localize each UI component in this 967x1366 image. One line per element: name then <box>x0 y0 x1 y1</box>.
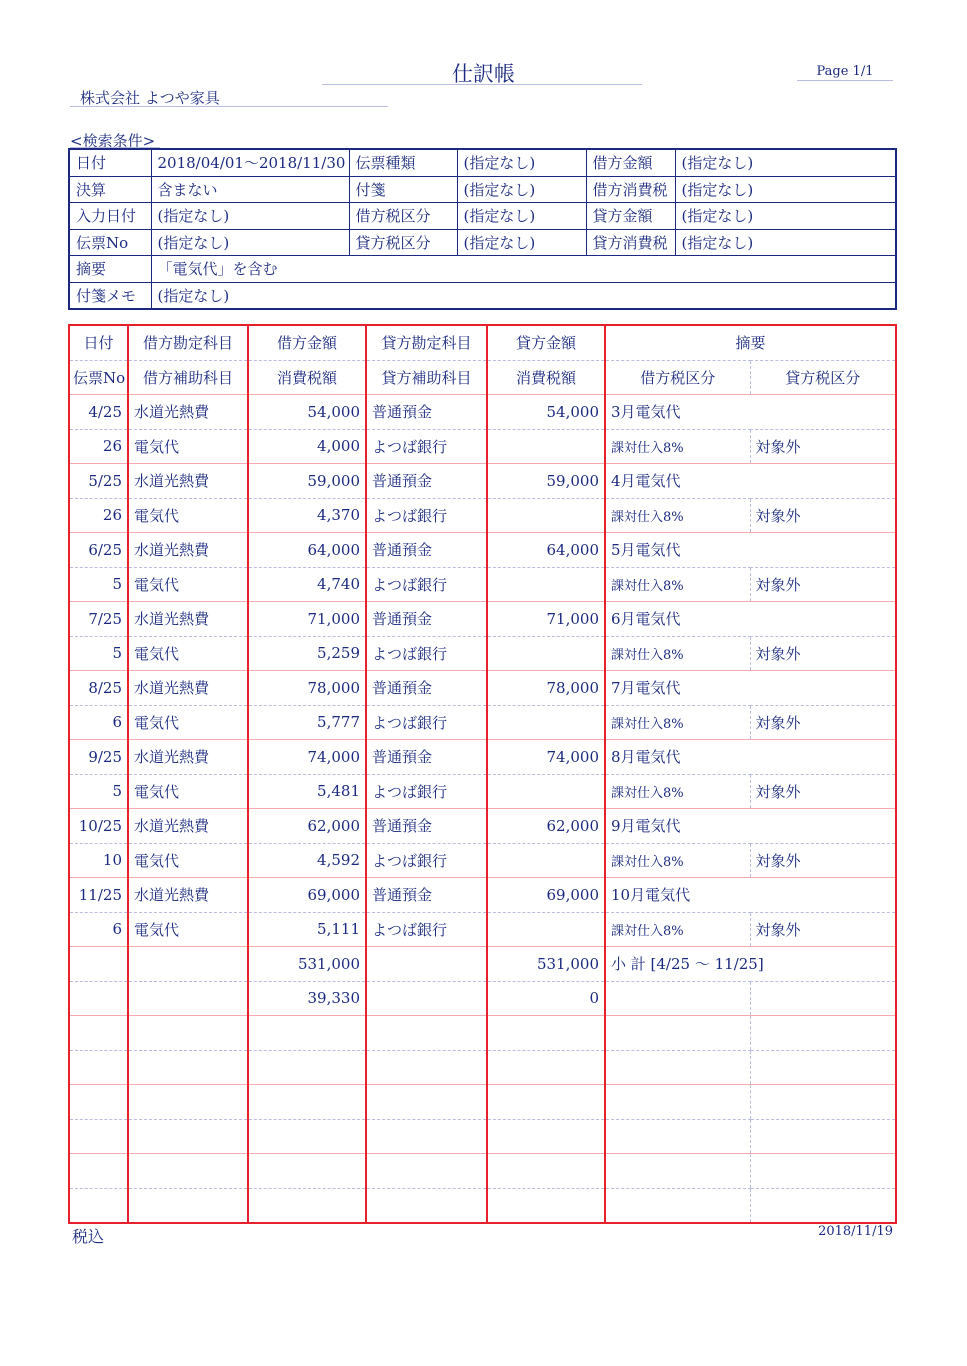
blank-cell <box>366 1085 487 1120</box>
entry-debit-amount: 71,000 <box>248 602 366 637</box>
entry-debit-amount: 54,000 <box>248 395 366 430</box>
condition-row <box>69 203 896 230</box>
entry-memo: 7月電気代 <box>605 671 896 706</box>
condition-label: 伝票No <box>69 229 151 256</box>
entry-debit-tax-class: 課対仕入8% <box>605 429 750 464</box>
empty-row <box>69 1119 896 1154</box>
entry-date: 9/25 <box>69 740 128 775</box>
journal-entry-row-main <box>69 740 896 775</box>
blank-cell <box>366 1154 487 1189</box>
entry-debit-sub: 電気代 <box>128 912 248 947</box>
entry-credit-tax-class: 対象外 <box>750 429 896 464</box>
condition-value: (指定なし) <box>457 176 586 203</box>
header-credit-tax: 消費税額 <box>487 360 605 395</box>
entry-debit-sub: 電気代 <box>128 774 248 809</box>
blank-cell <box>605 981 750 1016</box>
blank-cell <box>128 1154 248 1189</box>
blank-cell <box>69 1188 128 1223</box>
header-debit-amount: 借方金額 <box>248 325 366 360</box>
entry-credit-tax <box>487 705 605 740</box>
page-underline <box>797 80 893 81</box>
entry-voucher-no: 5 <box>69 567 128 602</box>
header-debit-tax: 消費税額 <box>248 360 366 395</box>
entry-debit-account: 水道光熱費 <box>128 395 248 430</box>
entry-debit-sub: 電気代 <box>128 567 248 602</box>
entry-credit-amount: 74,000 <box>487 740 605 775</box>
condition-row <box>69 229 896 256</box>
entry-debit-sub: 電気代 <box>128 429 248 464</box>
header-memo: 摘要 <box>605 325 896 360</box>
blank-cell <box>128 1050 248 1085</box>
header-credit-sub: 貸方補助科目 <box>366 360 487 395</box>
journal-entry-row-main <box>69 602 896 637</box>
blank-cell <box>605 1085 750 1120</box>
header-debit-account: 借方勘定科目 <box>128 325 248 360</box>
blank-cell <box>248 1085 366 1120</box>
entry-debit-tax: 5,259 <box>248 636 366 671</box>
blank-cell <box>69 1119 128 1154</box>
blank-cell <box>366 1050 487 1085</box>
subtotal-row-amount <box>69 947 896 982</box>
condition-value: (指定なし) <box>675 149 896 176</box>
entry-voucher-no: 26 <box>69 429 128 464</box>
blank-cell <box>248 1154 366 1189</box>
conditions-heading: <検索条件> <box>70 132 156 150</box>
entry-credit-amount: 64,000 <box>487 533 605 568</box>
entry-memo: 9月電気代 <box>605 809 896 844</box>
journal-entry-row-sub <box>69 498 896 533</box>
condition-row <box>69 149 896 176</box>
title-underline <box>322 84 642 85</box>
entry-debit-amount: 64,000 <box>248 533 366 568</box>
header-date: 日付 <box>69 325 128 360</box>
condition-row-wide <box>69 282 896 309</box>
entry-credit-account: 普通預金 <box>366 395 487 430</box>
condition-label: 日付 <box>69 149 151 176</box>
subtotal-credit-tax: 0 <box>487 981 605 1016</box>
header-credit-amount: 貸方金額 <box>487 325 605 360</box>
journal-table <box>68 324 897 1224</box>
entry-credit-sub: よつば銀行 <box>366 705 487 740</box>
entry-debit-tax: 5,111 <box>248 912 366 947</box>
journal-entry-row-main <box>69 464 896 499</box>
condition-value: (指定なし) <box>151 203 349 230</box>
condition-label: 貸方消費税 <box>586 229 675 256</box>
entry-credit-sub: よつば銀行 <box>366 636 487 671</box>
entry-credit-account: 普通預金 <box>366 878 487 913</box>
entry-credit-account: 普通預金 <box>366 464 487 499</box>
entry-credit-sub: よつば銀行 <box>366 912 487 947</box>
entry-memo: 10月電気代 <box>605 878 896 913</box>
entry-debit-account: 水道光熱費 <box>128 671 248 706</box>
entry-credit-account: 普通預金 <box>366 809 487 844</box>
entry-debit-sub: 電気代 <box>128 636 248 671</box>
condition-value: (指定なし) <box>675 176 896 203</box>
entry-credit-tax <box>487 567 605 602</box>
condition-value: (指定なし) <box>151 282 896 309</box>
blank-cell <box>750 1085 896 1120</box>
blank-cell <box>605 1119 750 1154</box>
journal-entry-row-main <box>69 395 896 430</box>
blank-cell <box>750 1119 896 1154</box>
entry-credit-amount: 69,000 <box>487 878 605 913</box>
entry-debit-tax-class: 課対仕入8% <box>605 843 750 878</box>
entry-credit-sub: よつば銀行 <box>366 843 487 878</box>
blank-cell <box>248 1016 366 1051</box>
condition-value: (指定なし) <box>675 203 896 230</box>
entry-debit-account: 水道光熱費 <box>128 878 248 913</box>
empty-row <box>69 1050 896 1085</box>
entry-credit-account: 普通預金 <box>366 602 487 637</box>
entry-date: 8/25 <box>69 671 128 706</box>
journal-entry-row-sub <box>69 429 896 464</box>
subtotal-debit-amount: 531,000 <box>248 947 366 982</box>
entry-credit-amount: 78,000 <box>487 671 605 706</box>
empty-row <box>69 1188 896 1223</box>
entry-debit-tax-class: 課対仕入8% <box>605 498 750 533</box>
entry-memo: 5月電気代 <box>605 533 896 568</box>
journal-entry-row-main <box>69 878 896 913</box>
entry-debit-account: 水道光熱費 <box>128 602 248 637</box>
blank-cell <box>487 1188 605 1223</box>
entry-date: 11/25 <box>69 878 128 913</box>
page-title: 仕訳帳 <box>452 62 515 86</box>
entry-debit-tax: 4,592 <box>248 843 366 878</box>
entry-credit-account: 普通預金 <box>366 740 487 775</box>
entry-debit-amount: 78,000 <box>248 671 366 706</box>
entry-debit-account: 水道光熱費 <box>128 464 248 499</box>
condition-label: 伝票種類 <box>349 149 457 176</box>
entry-debit-tax: 4,740 <box>248 567 366 602</box>
entry-credit-sub: よつば銀行 <box>366 498 487 533</box>
entry-debit-amount: 62,000 <box>248 809 366 844</box>
search-conditions-table <box>68 148 897 310</box>
blank-cell <box>366 947 487 982</box>
entry-credit-tax <box>487 498 605 533</box>
entry-credit-tax <box>487 912 605 947</box>
entry-credit-tax-class: 対象外 <box>750 705 896 740</box>
blank-cell <box>248 1188 366 1223</box>
entry-credit-sub: よつば銀行 <box>366 567 487 602</box>
subtotal-row-tax <box>69 981 896 1016</box>
blank-cell <box>487 1016 605 1051</box>
entry-voucher-no: 5 <box>69 774 128 809</box>
journal-header-row-2 <box>69 360 896 395</box>
blank-cell <box>128 981 248 1016</box>
condition-row <box>69 176 896 203</box>
entry-voucher-no: 26 <box>69 498 128 533</box>
entry-debit-tax: 4,370 <box>248 498 366 533</box>
entry-credit-tax-class: 対象外 <box>750 843 896 878</box>
entry-credit-amount: 62,000 <box>487 809 605 844</box>
blank-cell <box>605 1050 750 1085</box>
entry-voucher-no: 5 <box>69 636 128 671</box>
entry-credit-amount: 54,000 <box>487 395 605 430</box>
entry-memo: 6月電気代 <box>605 602 896 637</box>
condition-value: (指定なし) <box>457 203 586 230</box>
journal-entry-row-main <box>69 671 896 706</box>
entry-memo: 4月電気代 <box>605 464 896 499</box>
condition-label: 決算 <box>69 176 151 203</box>
entry-voucher-no: 6 <box>69 912 128 947</box>
blank-cell <box>128 1085 248 1120</box>
journal-entry-row-main <box>69 533 896 568</box>
blank-cell <box>487 1119 605 1154</box>
condition-value: 2018/04/01〜2018/11/30 <box>151 149 349 176</box>
entry-date: 7/25 <box>69 602 128 637</box>
blank-cell <box>69 947 128 982</box>
entry-debit-tax-class: 課対仕入8% <box>605 636 750 671</box>
journal-entry-row-sub <box>69 636 896 671</box>
subtotal-debit-tax: 39,330 <box>248 981 366 1016</box>
blank-cell <box>750 1050 896 1085</box>
entry-debit-account: 水道光熱費 <box>128 533 248 568</box>
entry-debit-amount: 59,000 <box>248 464 366 499</box>
journal-header-row-1 <box>69 325 896 360</box>
condition-label: 借方金額 <box>586 149 675 176</box>
blank-cell <box>366 1119 487 1154</box>
entry-debit-tax: 5,777 <box>248 705 366 740</box>
entry-memo: 8月電気代 <box>605 740 896 775</box>
journal-entry-row-sub <box>69 843 896 878</box>
condition-label: 借方消費税 <box>586 176 675 203</box>
entry-credit-tax-class: 対象外 <box>750 774 896 809</box>
blank-cell <box>487 1085 605 1120</box>
blank-cell <box>605 1016 750 1051</box>
subtotal-credit-amount: 531,000 <box>487 947 605 982</box>
blank-cell <box>487 1154 605 1189</box>
entry-debit-sub: 電気代 <box>128 705 248 740</box>
company-underline <box>70 106 388 107</box>
blank-cell <box>69 1085 128 1120</box>
entry-credit-amount: 59,000 <box>487 464 605 499</box>
blank-cell <box>128 1016 248 1051</box>
entry-debit-tax-class: 課対仕入8% <box>605 912 750 947</box>
header-debit-tax-class: 借方税区分 <box>605 360 750 395</box>
blank-cell <box>605 1154 750 1189</box>
entry-date: 10/25 <box>69 809 128 844</box>
entry-debit-sub: 電気代 <box>128 498 248 533</box>
journal-entry-row-sub <box>69 567 896 602</box>
condition-label: 貸方金額 <box>586 203 675 230</box>
page-number: Page 1/1 <box>816 64 874 79</box>
print-date: 2018/11/19 <box>818 1224 893 1239</box>
condition-label: 入力日付 <box>69 203 151 230</box>
condition-label: 付箋 <box>349 176 457 203</box>
header-debit-sub: 借方補助科目 <box>128 360 248 395</box>
entry-debit-sub: 電気代 <box>128 843 248 878</box>
empty-row <box>69 1154 896 1189</box>
entry-credit-amount: 71,000 <box>487 602 605 637</box>
entry-credit-sub: よつば銀行 <box>366 774 487 809</box>
journal-entry-row-sub <box>69 705 896 740</box>
blank-cell <box>128 947 248 982</box>
blank-cell <box>128 1188 248 1223</box>
condition-value: (指定なし) <box>457 229 586 256</box>
blank-cell <box>248 1119 366 1154</box>
entry-debit-tax-class: 課対仕入8% <box>605 705 750 740</box>
blank-cell <box>248 1050 366 1085</box>
entry-credit-sub: よつば銀行 <box>366 429 487 464</box>
header-voucher-no: 伝票No <box>69 360 128 395</box>
condition-label: 借方税区分 <box>349 203 457 230</box>
condition-value: (指定なし) <box>457 149 586 176</box>
entry-credit-tax <box>487 429 605 464</box>
blank-cell <box>69 1050 128 1085</box>
entry-voucher-no: 10 <box>69 843 128 878</box>
blank-cell <box>366 981 487 1016</box>
header-credit-tax-class: 貸方税区分 <box>750 360 896 395</box>
entry-date: 4/25 <box>69 395 128 430</box>
journal-entry-row-main <box>69 809 896 844</box>
entry-credit-account: 普通預金 <box>366 671 487 706</box>
entry-credit-account: 普通預金 <box>366 533 487 568</box>
blank-cell <box>366 1016 487 1051</box>
entry-credit-tax <box>487 636 605 671</box>
blank-cell <box>366 1188 487 1223</box>
empty-row <box>69 1016 896 1051</box>
blank-cell <box>487 1050 605 1085</box>
entry-debit-account: 水道光熱費 <box>128 740 248 775</box>
entry-debit-tax-class: 課対仕入8% <box>605 774 750 809</box>
entry-date: 6/25 <box>69 533 128 568</box>
entry-voucher-no: 6 <box>69 705 128 740</box>
entry-credit-tax-class: 対象外 <box>750 912 896 947</box>
entry-debit-tax-class: 課対仕入8% <box>605 567 750 602</box>
blank-cell <box>128 1119 248 1154</box>
empty-row <box>69 1085 896 1120</box>
entry-debit-amount: 74,000 <box>248 740 366 775</box>
entry-date: 5/25 <box>69 464 128 499</box>
blank-cell <box>750 981 896 1016</box>
entry-credit-tax-class: 対象外 <box>750 498 896 533</box>
entry-credit-tax <box>487 843 605 878</box>
subtotal-label: 小 計 [4/25 〜 11/25] <box>605 947 896 982</box>
entry-debit-tax: 4,000 <box>248 429 366 464</box>
blank-cell <box>750 1188 896 1223</box>
header-credit-account: 貸方勘定科目 <box>366 325 487 360</box>
condition-value: (指定なし) <box>151 229 349 256</box>
tax-mode-label: 税込 <box>72 1227 105 1246</box>
blank-cell <box>750 1016 896 1051</box>
entry-debit-tax: 5,481 <box>248 774 366 809</box>
blank-cell <box>750 1154 896 1189</box>
entry-credit-tax-class: 対象外 <box>750 567 896 602</box>
journal-entry-row-sub <box>69 912 896 947</box>
condition-row-wide <box>69 256 896 283</box>
condition-label: 摘要 <box>69 256 151 283</box>
blank-cell <box>69 1016 128 1051</box>
blank-cell <box>69 981 128 1016</box>
condition-value: 含まない <box>151 176 349 203</box>
condition-value: 「電気代」を含む <box>151 256 896 283</box>
journal-entry-row-sub <box>69 774 896 809</box>
entry-memo: 3月電気代 <box>605 395 896 430</box>
entry-credit-tax-class: 対象外 <box>750 636 896 671</box>
condition-label: 貸方税区分 <box>349 229 457 256</box>
condition-value: (指定なし) <box>675 229 896 256</box>
condition-label: 付箋メモ <box>69 282 151 309</box>
blank-cell <box>605 1188 750 1223</box>
entry-debit-account: 水道光熱費 <box>128 809 248 844</box>
company-name: 株式会社 よつや家具 <box>80 89 220 107</box>
entry-debit-amount: 69,000 <box>248 878 366 913</box>
blank-cell <box>69 1154 128 1189</box>
entry-credit-tax <box>487 774 605 809</box>
